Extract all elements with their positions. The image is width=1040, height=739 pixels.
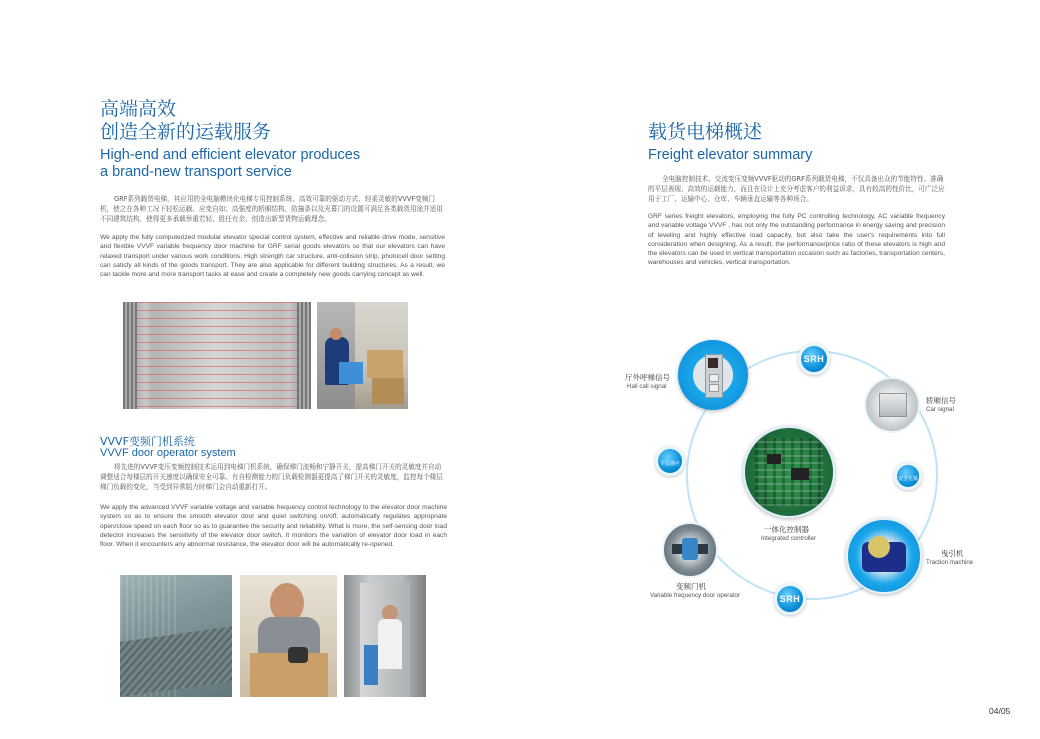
worker-lifting-photo: [240, 575, 337, 697]
controller-label-en: Integrated controller: [761, 535, 817, 542]
car-signal-image: [864, 377, 920, 433]
hall-call-label-zh: 厅外呼梯信号: [625, 373, 670, 382]
controller-label-zh: 一体化控制器: [764, 525, 809, 534]
traction-label-zh: 曳引机: [941, 549, 964, 558]
hall-call-label-en: Hall call signal: [627, 383, 667, 390]
right-paragraph-en: GRF series freight elevators, employing the fully PC controlling technology, AC variable frequency and variable voltage VVVF , has not only the outstanding performance in energy saving and precision of leveling and highly effective load capacity, but also take the user's requirements into full consideration when designing. As a result, the performance/price ratio of these elevators is high and the elevators can be used in vertical transportation occasion such as factories, transportation centers, warehouses and vehicles, vertical transportation.: [648, 213, 945, 267]
left-title-en-2: a brand-new transport service: [100, 164, 292, 180]
hall-call-panel-image: [678, 340, 748, 410]
left-title-en-1: High-end and efficient elevator produces: [100, 147, 361, 163]
safety-curtain-label: 安全光幕: [897, 476, 918, 482]
left-paragraph-en: We apply the fully computerized modular elevator special control system, effective and reliable drive mode, sensitive and flexible VVVF variable frequency door machine for GRF serial goods elevators so that our elevators can have relaxed transport under various work conditions. High strength car structure, anti-collision strip, photocell door setting can satisfy all kinds of the goods transport. They are also applicable for different building structures. As a result, we can tackle more and more transport tasks at ease and create a completely new goods carrying concept as well.: [100, 234, 445, 279]
left-paragraph-zh: GRF系列载货电梯，其应用的全电脑模块化电梯专用控制系统、高效可靠的驱动方式、轻柔灵敏的VVVF变频门机，使之在各种工况下轻松运载、应变自如；高强度的轿厢结构、防撞条以及光幕门的设置可满足各类载货用途并适用不同建筑结构，使得更多承载举重若轻、胜任有余，创造出新型货物运载理念。: [100, 195, 443, 223]
right-title-en: Freight elevator summary: [648, 147, 813, 163]
light-curtain-photo: [123, 302, 311, 409]
left-title-zh-2: 创造全新的运载服务: [100, 121, 272, 143]
traction-label-en: Traction machine: [926, 559, 974, 566]
srh-logo-top: [798, 343, 830, 375]
safety-curtain-badge: [894, 462, 922, 490]
leveling-sensor-badge: [655, 446, 685, 476]
srh-logo-bottom: [774, 583, 806, 615]
right-paragraph-zh: 全电脑控制技术、交流变压变频VVVF驱动的GRF系列载货电梯，不仅具备出众的节能特性、准确的平层表现、高效的运载能力，而且在设计上充分考虑客户的利益诉求，具有较高的性价比，可广泛应用于工厂、运输中心、仓库、车辆垂直运输等各种场合。: [648, 175, 945, 203]
door-system-paragraph-en: We apply the advanced VVVF variable voltage and variable frequency control technology to the elevator door machine system so as to ensure the smooth elevator door and quiet switching on/off, automatically regulates appropriate open/close speed on each floor so as to guarantee the security and reliability. What is more, the self-sensing door load detector increases the sensitivity of the elevator door switch. It monitors the variation of elevator door load in each floor. When it encounters any abnormal resistance, the elevator door will be automatically re-opened.: [100, 504, 447, 549]
right-title-zh: 载货电梯概述: [648, 121, 763, 143]
car-signal-label-en: Car signal: [926, 406, 954, 413]
system-diagram: [625, 340, 990, 620]
integrated-controller-image: [743, 426, 835, 518]
door-operator-label-zh: 变频门机: [676, 582, 706, 591]
worker-boxes-photo: [317, 302, 408, 409]
elevator-trolley-photo: [344, 575, 426, 697]
page-number: 04/05: [989, 706, 1011, 716]
door-operator-image: [662, 522, 718, 578]
car-signal-label-zh: 轿厢信号: [926, 396, 956, 405]
leveling-sensor-label: 平层感应: [659, 461, 680, 467]
door-system-title-en: VVVF door operator system: [100, 447, 236, 459]
srh-logo-text-bottom: SRH: [779, 594, 801, 604]
traction-machine-image: [846, 518, 922, 594]
car-floor-photo: [120, 575, 232, 697]
door-system-paragraph-zh: 将先进的VVVF变压变频控制技术运用到电梯门机系统，确保梯门流畅和宁静开关，提高梯门开关的灵敏度并自动调整适合每楼层的开关速度以确保安全可靠。有自检测能力的门负载检测器更提高了梯门开关的灵敏度，监控每个楼层梯门负载的变化，当受到异常阻力时梯门会自动重新打开。: [100, 463, 443, 491]
door-system-title-zh: VVVF变频门机系统: [100, 435, 195, 448]
door-operator-label-en: Variable frequency door operator: [650, 592, 741, 599]
left-title-zh-1: 高端高效: [100, 98, 177, 120]
srh-logo-text-top: SRH: [803, 354, 825, 364]
